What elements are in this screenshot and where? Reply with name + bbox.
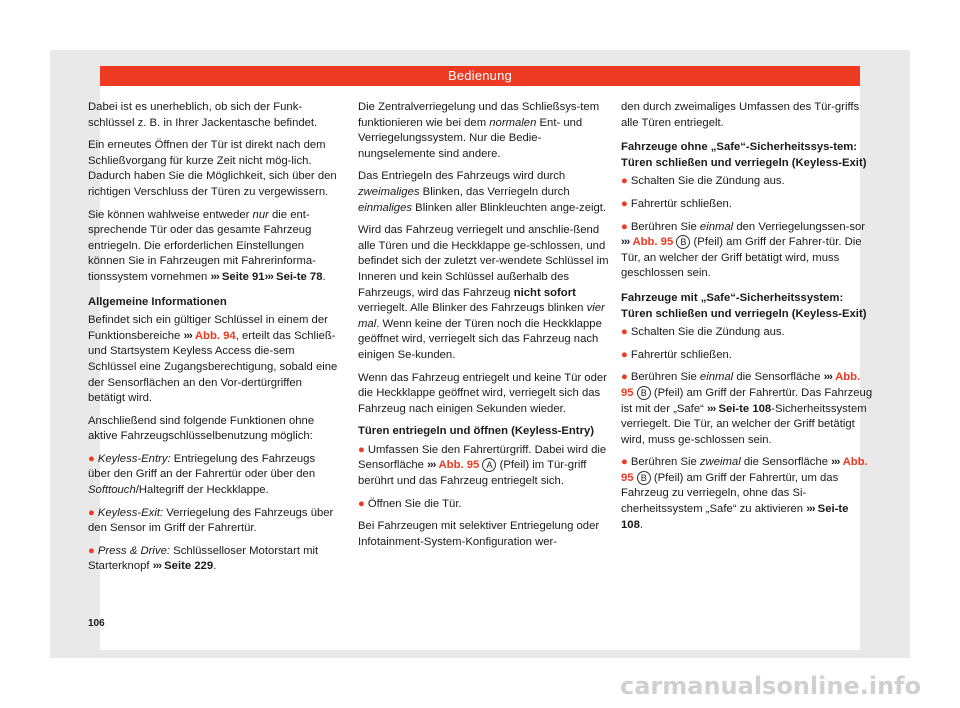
- paragraph: Anschließend sind folgende Funktionen ohne aktive Fahrzeugschlüsselbenutzung möglich:: [88, 414, 315, 443]
- figure-reference-link[interactable]: Abb. 95: [438, 459, 480, 472]
- label-a-icon: A: [482, 458, 496, 472]
- bullet-item: ● Keyless-Entry: Entriegelung des Fahrzeugs über den Griff an der Fahrertür oder über den Softtouch/Haltegriff der Heckklappe.: [88, 452, 316, 497]
- watermark: carmanualsonline.info: [620, 672, 922, 700]
- column-3: [621, 100, 873, 540]
- bullet-icon: ●: [621, 348, 628, 361]
- bullet-item: ● Berühren Sie zweimal die Sensorfläche ››› Abb. 95 B (Pfeil) am Griff der Fahrertür, um das Fahrzeug zu verriegeln, ohne das Si-cherheitssystem „Safe“ zu aktivieren ››› Sei-te 108.: [621, 456, 868, 531]
- figure-reference-link[interactable]: Abb. 95: [632, 236, 674, 249]
- section-header: Bedienung: [100, 66, 860, 86]
- bullet-icon: ●: [358, 443, 365, 456]
- paragraph: Sie können wahlweise entweder nur die ent-sprechende Tür oder das gesamte Fahrzeug entriegeln. Die erforderlichen Einstellungen können Sie in Fahrzeugen mit Fahrerinforma-tionssystem vornehmen ››› Seite 91››› Sei-te 78.: [88, 208, 326, 283]
- bullet-icon: ●: [88, 452, 95, 465]
- paragraph: Ein erneutes Öffnen der Tür ist direkt nach dem Schließvorgang für kurze Zeit nicht mög-lich. Dadurch haben Sie die Möglichkeit, sich über den richtigen Verschluss der Türen zu vergewissern.: [88, 139, 337, 198]
- label-b-icon: B: [676, 235, 690, 249]
- bullet-item: ● Öffnen Sie die Tür.: [358, 497, 462, 510]
- figure-reference-link[interactable]: Abb. 94: [194, 329, 236, 342]
- subheading: Fahrzeuge ohne „Safe“-Sicherheitssys-tem: Türen schließen und verriegeln (Keyless-Exit): [621, 141, 867, 169]
- page-reference-link[interactable]: Sei-te 108: [621, 503, 849, 531]
- paragraph: den durch zweimaliges Umfassen des Tür-griffs alle Türen entriegelt.: [621, 101, 860, 129]
- bullet-item: ● Schalten Sie die Zündung aus.: [621, 326, 785, 339]
- figure-reference-link[interactable]: Abb. 95: [621, 371, 861, 399]
- figure-reference-link[interactable]: Abb. 95: [621, 456, 868, 484]
- ref-arrow: ›››: [210, 270, 219, 283]
- bullet-icon: ●: [621, 456, 628, 469]
- bullet-icon: ●: [621, 371, 628, 384]
- label-b-icon: B: [637, 471, 651, 485]
- bullet-item: ● Schalten Sie die Zündung aus.: [621, 175, 785, 188]
- paragraph: Bei Fahrzeugen mit selektiver Entriegelung oder Infotainment-System-Konfiguration wer-: [358, 520, 600, 548]
- page-reference-link[interactable]: Sei-te 78: [276, 270, 323, 283]
- bullet-item: ● Keyless-Exit: Verriegelung des Fahrzeugs über den Sensor im Griff der Fahrertür.: [88, 506, 334, 535]
- label-b-icon: B: [637, 386, 651, 400]
- bullet-item: ● Umfassen Sie den Fahrertürgriff. Dabei wird die Sensorfläche ››› Abb. 95 A (Pfeil) im Tür-griff berührt und das Fahrzeug entriegelt sich.: [358, 443, 607, 488]
- page-reference-link[interactable]: Seite 229: [164, 560, 214, 573]
- subheading: Allgemeine Informationen: [88, 295, 227, 308]
- page-number: 106: [88, 618, 105, 629]
- ref-arrow: ›››: [427, 459, 436, 472]
- column-1: [88, 100, 340, 582]
- paragraph: Dabei ist es unerheblich, ob sich der Funk-schlüssel z. B. in Ihrer Jackentasche befindet.: [88, 101, 318, 129]
- page-reference-link[interactable]: Sei-te 108: [718, 402, 772, 415]
- ref-arrow: ›››: [621, 236, 630, 249]
- paragraph: Das Entriegeln des Fahrzeugs wird durch zweimaliges Blinken, das Verriegeln durch einmaliges Blinken aller Blinkleuchten ange-zeigt.: [358, 170, 607, 214]
- ref-arrow: ›››: [823, 371, 832, 384]
- ref-arrow: ›››: [183, 329, 192, 342]
- page-reference-link[interactable]: Seite 91: [221, 270, 265, 283]
- bullet-item: ● Berühren Sie einmal die Sensorfläche ››› Abb. 95 B (Pfeil) am Griff der Fahrertür. Das Fahrzeug ist mit der „Safe“ ››› Sei-te 108-Sicherheitssystem verriegelt. Die Tür, an welcher der Griff betätigt wird, muss ge-schlossen sein.: [621, 371, 873, 446]
- bullet-icon: ●: [88, 506, 95, 519]
- bullet-icon: ●: [621, 326, 628, 339]
- bullet-icon: ●: [621, 175, 628, 188]
- subheading: Türen entriegeln und öffnen (Keyless-Entry): [358, 425, 595, 438]
- ref-arrow: ›››: [152, 560, 161, 573]
- bullet-item: ● Press & Drive: Schlüsselloser Motorstart mit Starterknopf ››› Seite 229.: [88, 544, 319, 573]
- ref-arrow: ›››: [831, 456, 840, 469]
- bullet-icon: ●: [621, 197, 628, 210]
- bullet-item: ● Fahrertür schließen.: [621, 197, 732, 210]
- subheading: Fahrzeuge mit „Safe“-Sicherheitssystem: Türen schließen und verriegeln (Keyless-Exit): [621, 291, 867, 320]
- paragraph: Wenn das Fahrzeug entriegelt und keine Tür oder die Heckklappe geöffnet wird, verriegelt sich das Fahrzeug nach einigen Sekunden wieder.: [358, 371, 607, 415]
- bullet-item: ● Fahrertür schließen.: [621, 348, 732, 361]
- bullet-item: ● Berühren Sie einmal den Verriegelungssen-sor ››› Abb. 95 B (Pfeil) am Griff der Fahrer-tür. Die Tür, an welcher der Griff betätigt wird, muss geschlossen sein.: [621, 220, 866, 280]
- ref-arrow: ›››: [264, 270, 273, 283]
- paragraph: Die Zentralverriegelung und das Schließsys-tem funktionieren wie bei dem normalen Ent- und Verriegelungssystem. Nur die Bedie-nungselemente sind andere.: [358, 101, 600, 160]
- bullet-icon: ●: [358, 497, 365, 510]
- bullet-icon: ●: [88, 544, 95, 557]
- paragraph: Befindet sich ein gültiger Schlüssel in einem der Funktionsbereiche ››› Abb. 94, erteilt das Schließ- und Startsystem Keyless Access die-sem Schlüssel eine Zugangsberechtigung, sobald eine der Sensorflächen an den Vor-dertürgriffen betätigt wird.: [88, 314, 338, 405]
- bullet-icon: ●: [621, 220, 628, 233]
- column-2: [358, 100, 610, 557]
- ref-arrow: ›››: [806, 503, 815, 516]
- ref-arrow: ›››: [707, 402, 716, 415]
- paragraph: Wird das Fahrzeug verriegelt und anschlie-ßend alle Türen und die Heckklappe ge-schlossen, und befindet sich der zuletzt ver-wendete Schlüssel im Inneren und kein Schlüssel außerhalb des Fahrzeugs, wird das Fahrzeug nicht sofort verriegelt. Alle Blinker des Fahrzeugs blinken vier mal. Wenn keine der Türen noch die Heckklappe geöffnet wird, verriegelt sich das Fahrzeug nach einigen Se-kunden.: [358, 224, 609, 361]
